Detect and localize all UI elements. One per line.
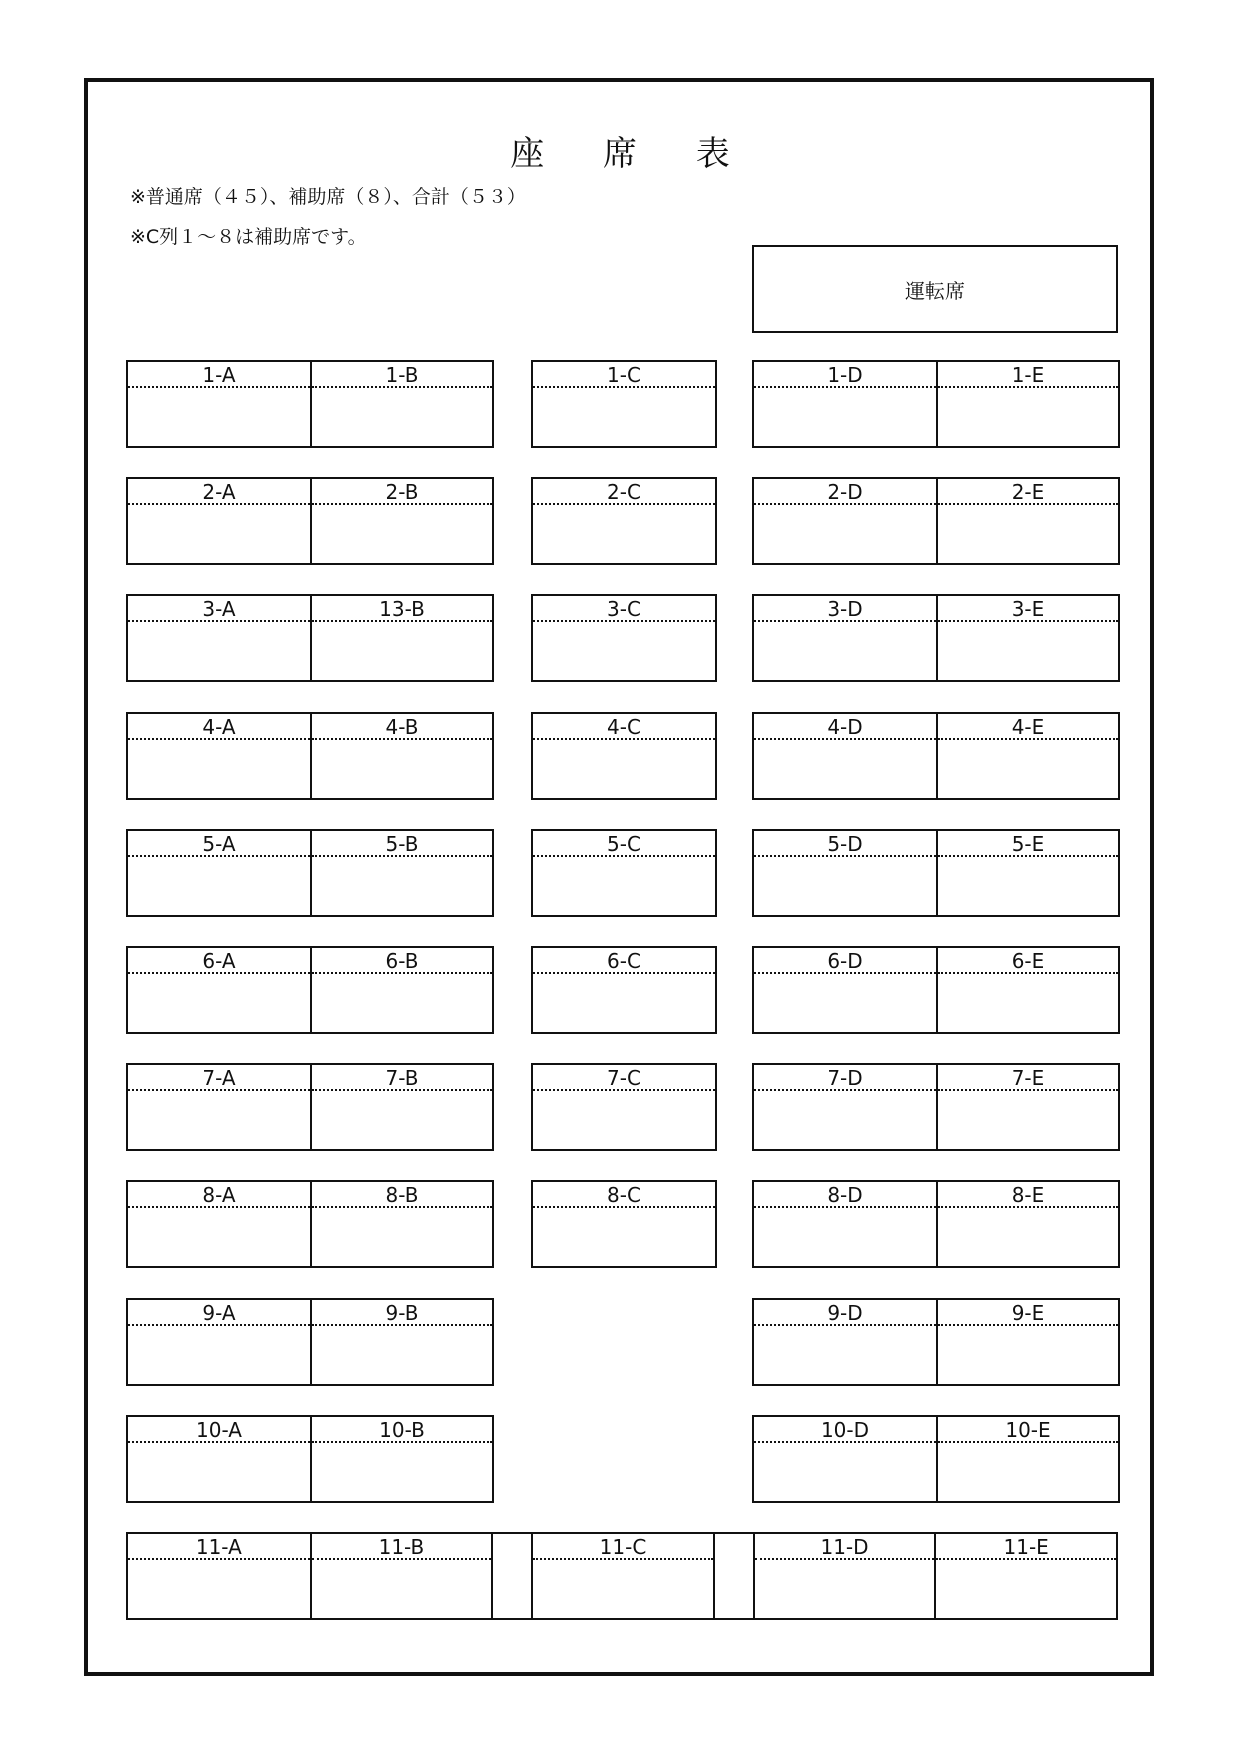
seat-label: 11-B	[312, 1534, 492, 1560]
seat-d[interactable]	[753, 1534, 935, 1618]
seat-b[interactable]	[310, 596, 492, 680]
seat-b[interactable]	[310, 1300, 492, 1384]
seat-label: 11-A	[128, 1534, 310, 1560]
seat-c[interactable]	[533, 1182, 715, 1266]
seat-label: 5-B	[312, 831, 492, 857]
seat-group-aux	[531, 1063, 717, 1151]
seat-label: 7-C	[533, 1065, 715, 1091]
seat-label: 4-C	[533, 714, 715, 740]
seat-group-left	[126, 360, 494, 448]
seat-label: 11-C	[533, 1534, 713, 1560]
seat-e[interactable]	[936, 362, 1118, 446]
seat-group-right	[752, 360, 1120, 448]
seat-label: 1-A	[128, 362, 310, 388]
note-seat-counts: ※普通席（４５）、補助席（８）、合計（５３）	[130, 186, 526, 208]
seat-group-aux	[531, 829, 717, 917]
seat-a[interactable]	[128, 1065, 310, 1149]
seat-label: 3-E	[938, 596, 1118, 622]
seat-label: 10-A	[128, 1417, 310, 1443]
seat-group-aux	[531, 477, 717, 565]
driver-seat-label: 運転席	[905, 278, 965, 303]
seat-d[interactable]	[754, 1417, 936, 1501]
seat-group-left	[126, 946, 494, 1034]
seat-d[interactable]	[754, 948, 936, 1032]
seat-a[interactable]	[128, 948, 310, 1032]
seat-group-aux	[531, 360, 717, 448]
seat-group-aux	[531, 946, 717, 1034]
seat-label: 10-D	[754, 1417, 936, 1443]
seat-label: 6-C	[533, 948, 715, 974]
seat-label: 2-C	[533, 479, 715, 505]
seat-b[interactable]	[310, 1417, 492, 1501]
seat-group-left	[126, 1063, 494, 1151]
seat-group-left	[126, 477, 494, 565]
seat-label: 8-C	[533, 1182, 715, 1208]
seat-c[interactable]	[533, 831, 715, 915]
seat-group-left	[126, 1415, 494, 1503]
seat-label: 3-C	[533, 596, 715, 622]
seat-c[interactable]	[531, 1534, 713, 1618]
seat-label: 9-B	[312, 1300, 492, 1326]
seat-label: 10-B	[312, 1417, 492, 1443]
seat-e[interactable]	[936, 1300, 1118, 1384]
seat-group-right	[752, 594, 1120, 682]
seat-label: 7-E	[938, 1065, 1118, 1091]
seat-b[interactable]	[310, 948, 492, 1032]
seat-c[interactable]	[533, 596, 715, 680]
seat-d[interactable]	[754, 596, 936, 680]
seat-group-aux	[531, 1180, 717, 1268]
seat-d[interactable]	[754, 1300, 936, 1384]
seat-group-right	[752, 946, 1120, 1034]
seat-label: 2-A	[128, 479, 310, 505]
seat-label: 4-D	[754, 714, 936, 740]
seat-c[interactable]	[533, 948, 715, 1032]
seat-e[interactable]	[934, 1534, 1116, 1618]
seat-e[interactable]	[936, 948, 1118, 1032]
seat-group-left	[126, 1298, 494, 1386]
seat-e[interactable]	[936, 1182, 1118, 1266]
seat-a[interactable]	[128, 362, 310, 446]
seat-label: 9-A	[128, 1300, 310, 1326]
seat-label: 3-A	[128, 596, 310, 622]
seat-a[interactable]	[128, 1534, 310, 1618]
seat-label: 4-A	[128, 714, 310, 740]
seat-d[interactable]	[754, 1065, 936, 1149]
seat-b[interactable]	[310, 1065, 492, 1149]
seat-a[interactable]	[128, 1182, 310, 1266]
seat-c[interactable]	[533, 714, 715, 798]
seat-group-right	[752, 1180, 1120, 1268]
seat-label: 7-A	[128, 1065, 310, 1091]
aisle-gap	[491, 1534, 531, 1618]
seat-c[interactable]	[533, 362, 715, 446]
seat-label: 8-D	[754, 1182, 936, 1208]
seat-group-right	[752, 1415, 1120, 1503]
seat-a[interactable]	[128, 479, 310, 563]
seat-group-right	[752, 712, 1120, 800]
seat-label: 13-B	[312, 596, 492, 622]
seat-label: 5-D	[754, 831, 936, 857]
seat-label: 9-E	[938, 1300, 1118, 1326]
seat-a[interactable]	[128, 596, 310, 680]
seat-group-right	[752, 1298, 1120, 1386]
seat-group-right	[752, 477, 1120, 565]
seat-c[interactable]	[533, 479, 715, 563]
seat-d[interactable]	[754, 714, 936, 798]
seat-group-aux	[531, 594, 717, 682]
seat-label: 2-E	[938, 479, 1118, 505]
seat-label: 1-B	[312, 362, 492, 388]
seat-label: 6-E	[938, 948, 1118, 974]
note-aux-seats: ※C列１～８は補助席です。	[130, 226, 367, 248]
seat-group-left	[126, 712, 494, 800]
seat-label: 8-E	[938, 1182, 1118, 1208]
seat-a[interactable]	[128, 714, 310, 798]
seat-e[interactable]	[936, 831, 1118, 915]
seat-label: 8-A	[128, 1182, 310, 1208]
seat-d[interactable]	[754, 831, 936, 915]
seat-label: 3-D	[754, 596, 936, 622]
seat-e[interactable]	[936, 479, 1118, 563]
seat-e[interactable]	[936, 1065, 1118, 1149]
seat-a[interactable]	[128, 1300, 310, 1384]
seat-b[interactable]	[310, 1182, 492, 1266]
seat-b[interactable]	[310, 362, 492, 446]
aisle-gap	[713, 1534, 753, 1618]
seat-label: 2-D	[754, 479, 936, 505]
seat-label: 6-B	[312, 948, 492, 974]
seat-label: 9-D	[754, 1300, 936, 1326]
seat-b[interactable]	[310, 714, 492, 798]
seat-c[interactable]	[533, 1065, 715, 1149]
seat-label: 1-D	[754, 362, 936, 388]
seat-label: 5-C	[533, 831, 715, 857]
seat-group-right	[752, 829, 1120, 917]
seat-e[interactable]	[936, 596, 1118, 680]
seat-label: 4-E	[938, 714, 1118, 740]
seat-b[interactable]	[310, 831, 492, 915]
seat-label: 1-C	[533, 362, 715, 388]
seat-label: 8-B	[312, 1182, 492, 1208]
seat-label: 11-D	[755, 1534, 935, 1560]
seat-label: 10-E	[938, 1417, 1118, 1443]
seat-a[interactable]	[128, 1417, 310, 1501]
seat-label: 2-B	[312, 479, 492, 505]
driver-seat	[752, 245, 1118, 333]
seat-group-back-row	[126, 1532, 1118, 1620]
seat-d[interactable]	[754, 362, 936, 446]
seat-label: 5-A	[128, 831, 310, 857]
seat-e[interactable]	[936, 714, 1118, 798]
seat-b[interactable]	[310, 1534, 492, 1618]
seat-label: 11-E	[936, 1534, 1116, 1560]
seat-a[interactable]	[128, 831, 310, 915]
seat-label: 7-B	[312, 1065, 492, 1091]
seat-e[interactable]	[936, 1417, 1118, 1501]
page-title: 座 席 表	[510, 134, 754, 174]
seat-group-left	[126, 829, 494, 917]
seat-group-aux	[531, 712, 717, 800]
seat-group-left	[126, 1180, 494, 1268]
seat-d[interactable]	[754, 1182, 936, 1266]
seat-label: 1-E	[938, 362, 1118, 388]
seat-label: 6-A	[128, 948, 310, 974]
seat-d[interactable]	[754, 479, 936, 563]
seat-label: 7-D	[754, 1065, 936, 1091]
seat-label: 5-E	[938, 831, 1118, 857]
seat-group-left	[126, 594, 494, 682]
seat-label: 6-D	[754, 948, 936, 974]
seat-label: 4-B	[312, 714, 492, 740]
seat-b[interactable]	[310, 479, 492, 563]
seat-group-right	[752, 1063, 1120, 1151]
